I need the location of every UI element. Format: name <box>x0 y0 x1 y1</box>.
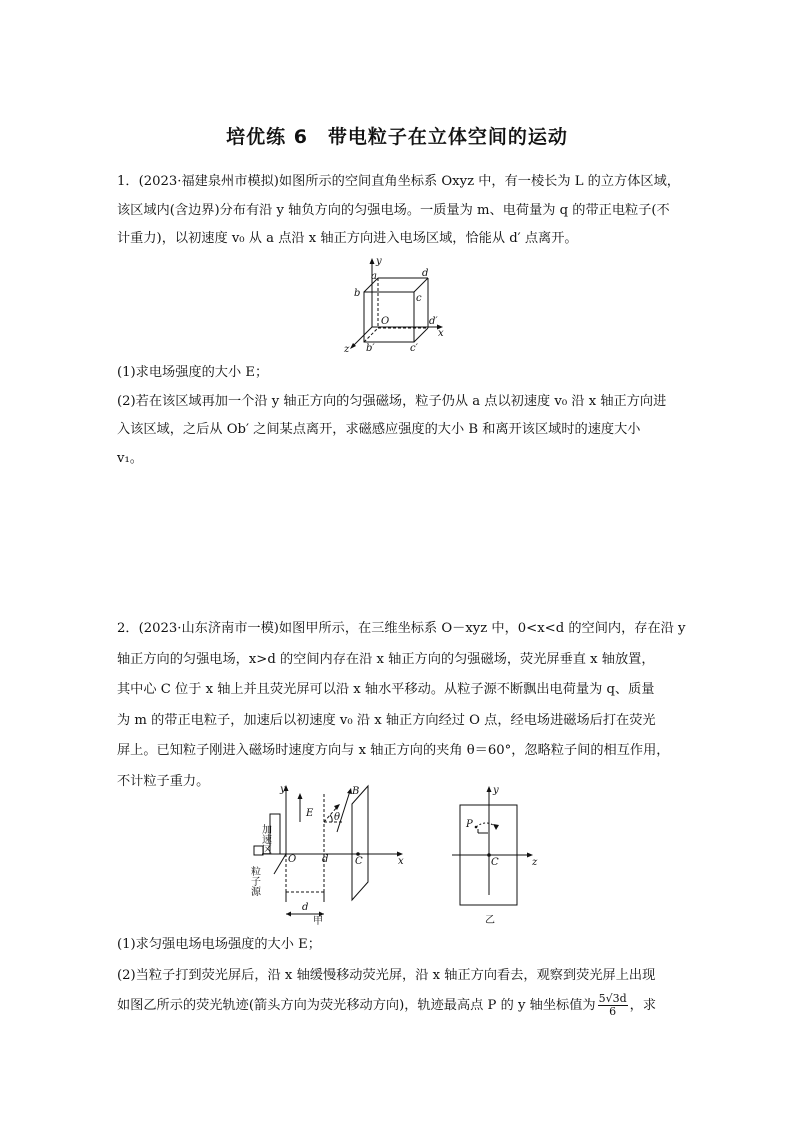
q2-sub2-line-2 <box>117 991 680 1022</box>
jia-label-B: B <box>352 786 360 797</box>
fraction-numerator: 5√3d <box>598 992 627 1005</box>
q2-sub2-line-1: (2)当粒子打到荧光屏后，沿 x 轴缓慢移动荧光屏，沿 x 轴正方向看去，观察到荧光屏上出现 <box>117 967 656 983</box>
jia-label-d-tick: d <box>322 854 329 865</box>
q1-sub2-line-1: (2)若在该区域再加一个沿 y 轴正方向的匀强磁场，粒子仍从 a 点以初速度 v₀ 沿 x 轴正方向进 <box>117 393 667 409</box>
cube-label-b-prime: b′ <box>366 343 375 354</box>
cube-label-O: O <box>381 316 390 327</box>
q2-line-3: 其中心 C 位于 x 轴上并且荧光屏可以沿 x 轴水平移动。从粒子源不断飘出电荷量为 q、质量 <box>117 682 655 697</box>
q2-line-6: 不计粒子重力。 <box>117 773 210 789</box>
cube-label-a: a <box>371 271 377 282</box>
q1-sub1: (1)求电场强度的大小 E； <box>117 365 269 380</box>
cube-label-x: x <box>438 328 444 339</box>
q1-cube-figure <box>340 255 455 355</box>
jia-label-d-dim: d <box>302 902 309 913</box>
fraction-5sqrt3d-over-6 <box>598 993 628 1018</box>
jia-accel-label: 加速区 <box>259 824 271 854</box>
cube-label-b: b <box>354 288 361 299</box>
cube-label-y: y <box>376 256 382 267</box>
cube-label-c: c <box>416 293 422 304</box>
cube-label-z: z <box>344 344 350 355</box>
q2-text <box>117 614 686 797</box>
cube-label-d-prime: d′ <box>429 316 438 327</box>
yi-label-z: z <box>532 857 538 868</box>
yi-label-y: y <box>493 785 499 796</box>
q1-subquestions <box>117 359 680 473</box>
q1-sub2-line-3: v₁。 <box>117 450 143 466</box>
page-title: 培优练 6 带电粒子在立体空间的运动 <box>226 126 568 148</box>
yi-label-C: C <box>491 857 499 868</box>
jia-label-theta: θ <box>334 812 341 823</box>
cube-label-d: d <box>422 268 429 279</box>
q2-subquestions <box>117 930 680 1022</box>
yi-caption: 乙 <box>485 915 495 926</box>
q2-line-5: 屏上。已知粒子刚进入磁场时速度方向与 x 轴正方向的夹角 θ＝60°，忽略粒子间的相互作用， <box>117 743 670 758</box>
jia-label-O: O <box>288 854 297 865</box>
q2-figure-jia <box>250 782 420 927</box>
q2-line-2: 轴正方向的匀强电场，x>d 的空间内存在沿 x 轴正方向的匀强磁场，荧光屏垂直 x 轴放置， <box>117 651 655 667</box>
q2-sub2-line-2-post: ，求 <box>629 998 657 1013</box>
q2-sub2-line-2-pre: 如图乙所示的荧光轨迹(箭头方向为荧光移动方向)，轨迹最高点 P 的 y 轴坐标值为 <box>117 998 596 1013</box>
q2-line-1: 2．(2023·山东济南市一模)如图甲所示，在三维坐标系 O－xyz 中，0<x<d 的空间内，存在沿 y <box>117 621 686 636</box>
cube-label-c-prime: c′ <box>410 343 418 354</box>
jia-caption: 甲 <box>313 916 323 927</box>
yi-label-P: P <box>466 819 473 830</box>
q2-sub1: (1)求匀强电场电场强度的大小 E； <box>117 937 321 952</box>
q1-line-3: 计重力)，以初速度 v₀ 从 a 点沿 x 轴正方向进入电场区域，恰能从 d′ 点离开。 <box>117 231 578 246</box>
jia-source-label: 粒子源 <box>248 866 260 896</box>
fraction-denominator: 6 <box>609 1005 617 1018</box>
jia-label-y: y <box>280 784 286 795</box>
q2-line-4: 为 m 的带正电粒子，加速后以初速度 v₀ 沿 x 轴正方向经过 O 点，经电场进磁场后打在荧光 <box>117 712 656 728</box>
q1-text <box>117 168 680 254</box>
jia-label-C: C <box>355 856 363 867</box>
jia-label-x: x <box>398 856 404 867</box>
q1-line-2: 该区域内(含边界)分布有沿 y 轴负方向的匀强电场。一质量为 m、电荷量为 q 的带正电粒子(不 <box>117 202 670 218</box>
q1-sub2-line-2: 入该区域，之后从 Ob′ 之间某点离开，求磁感应强度的大小 B 和离开该区域时的速度大小 <box>117 422 641 437</box>
jia-label-E: E <box>306 808 314 819</box>
q1-line-1: 1．(2023·福建泉州市模拟)如图所示的空间直角坐标系 Oxyz 中，有一棱长为 L 的立方体区域， <box>117 174 680 189</box>
q2-figure-yi <box>448 783 548 928</box>
